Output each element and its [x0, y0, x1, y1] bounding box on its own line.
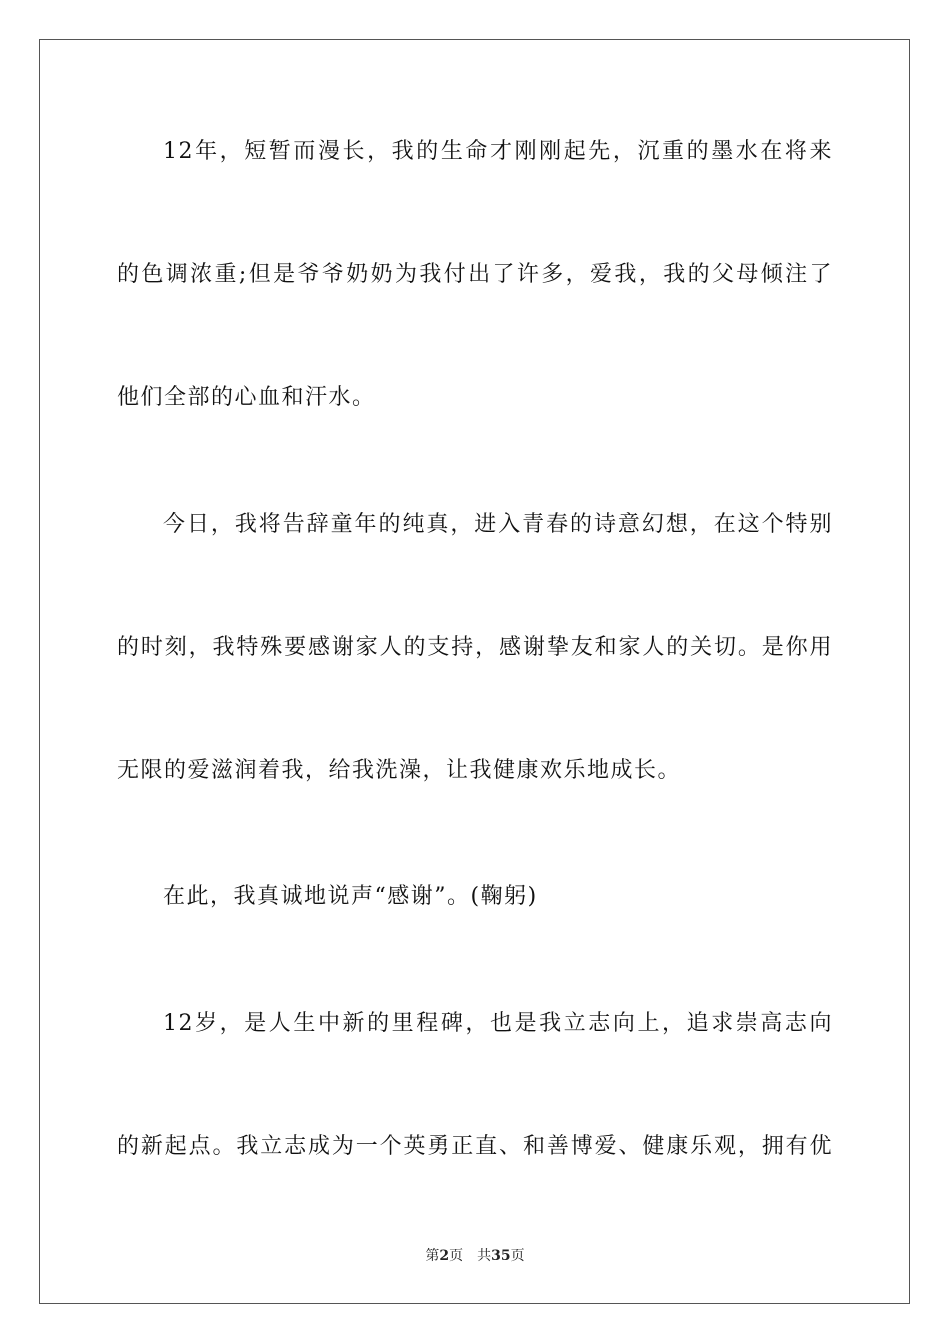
page-number: 2	[439, 1248, 450, 1264]
paragraph-1-line-3: 他们全部的心血和汗水。	[117, 385, 376, 410]
paragraph-1-line-2: 的色调浓重;但是爷爷奶奶为我付出了许多，爱我，我的父母倾注了	[117, 262, 833, 287]
paragraph-3-line-1: 在此，我真诚地说声“感谢”。(鞠躬)	[163, 884, 538, 909]
page-border	[39, 39, 910, 1304]
page-footer	[0, 1246, 950, 1266]
paragraph-4-line-2: 的新起点。我立志成为一个英勇正直、和善博爱、健康乐观，拥有优	[117, 1134, 833, 1159]
paragraph-2-line-2: 的时刻，我特殊要感谢家人的支持，感谢挚友和家人的关切。是你用	[117, 635, 833, 660]
paragraph-1-line-1: 12年，短暂而漫长，我的生命才刚刚起先，沉重的墨水在将来	[163, 139, 833, 164]
total-prefix: 共	[477, 1248, 492, 1264]
page-prefix: 第	[425, 1248, 440, 1264]
page-suffix: 页	[449, 1248, 464, 1264]
paragraph-2-line-3: 无限的爱滋润着我，给我洗澡，让我健康欢乐地成长。	[117, 758, 682, 783]
paragraph-4-line-1: 12岁，是人生中新的里程碑，也是我立志向上，追求崇高志向	[163, 1011, 833, 1036]
total-suffix: 页	[510, 1248, 525, 1264]
total-pages: 35	[491, 1248, 511, 1264]
paragraph-2-line-1: 今日，我将告辞童年的纯真，进入青春的诗意幻想，在这个特别	[163, 512, 833, 537]
